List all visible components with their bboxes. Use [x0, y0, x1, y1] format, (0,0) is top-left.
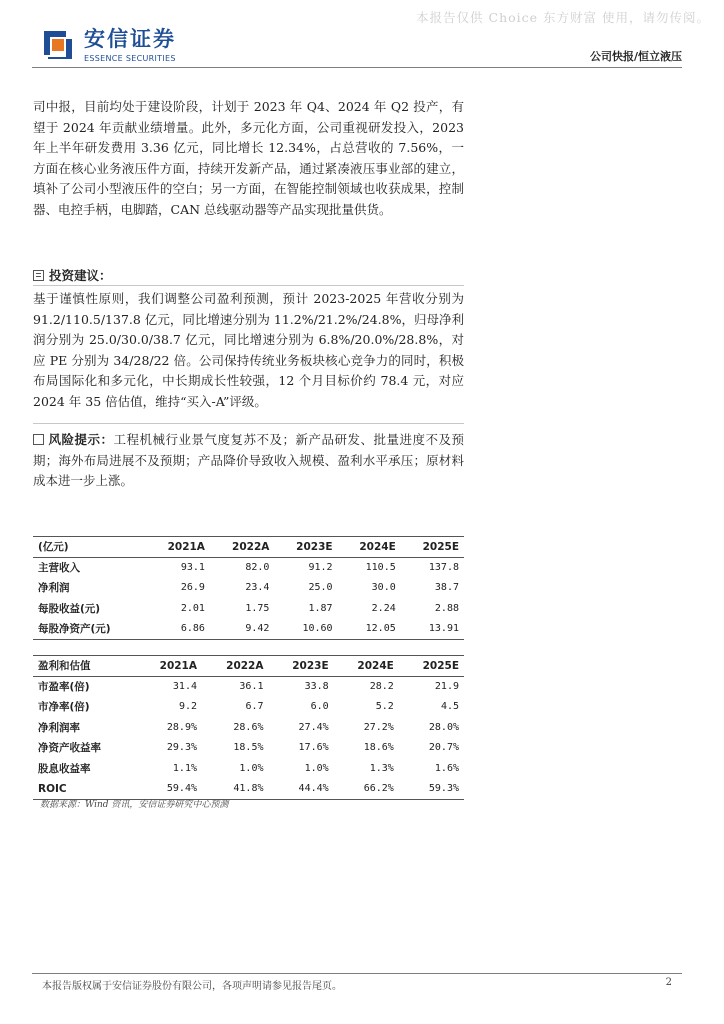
invest-title-text: 投资建议：	[49, 268, 112, 283]
table-cell: 91.2	[308, 562, 333, 573]
table-cell: 93.1	[180, 562, 205, 573]
body-paragraph-intro: 司中报，目前均处于建设阶段，计划于 2023 年 Q4、2024 年 Q2 投产，有望于 2024 年贡献业绩增量。此外，多元化方面，公司重视研发投入，2023 年上半年研发费用 3.36 亿元，同比增长 12.34%，占总营收的 7.56%，一方面在核心业务液压件方面，持续开发新产品，通过紧凑液压事业部的建立，填补了公司小型液压件的空白；另一方面，在智能控制领域也收获成果，控制器、电控手柄，电脚踏，CAN 总线驱动器等产品实现批量供货。	[33, 99, 464, 217]
footer-divider	[32, 973, 682, 974]
table-cell: 1.0%	[304, 762, 329, 774]
report-type-label: 公司快报/恒立液压	[589, 50, 682, 63]
column-header: 2021A	[145, 537, 209, 558]
table-cell: 41.8%	[233, 783, 264, 794]
table-row	[33, 697, 464, 718]
header-divider	[32, 67, 682, 68]
table-cell: 1.3%	[369, 762, 394, 774]
footer-disclaimer: 本报告版权属于安信证券股份有限公司，各项声明请参见报告尾页。	[42, 981, 342, 992]
table-cell: 12.05	[365, 623, 396, 634]
table-row	[33, 676, 464, 697]
table-cell: 6.0	[310, 701, 329, 713]
logo-chinese-name: 安信证券	[84, 27, 176, 51]
table-cell: 28.9%	[166, 721, 197, 733]
column-header: 2025E	[399, 656, 464, 677]
table-cell: 9.2	[178, 701, 197, 713]
row-label: ROIC	[38, 782, 67, 795]
table-cell: 5.2	[375, 701, 394, 713]
column-header: 2022A	[202, 656, 269, 677]
row-label: 每股净资产(元)	[38, 623, 111, 635]
table-cell: 20.7%	[428, 742, 459, 754]
logo-mark-icon	[40, 27, 76, 63]
table-cell: 1.87	[308, 602, 333, 614]
table-cell: 17.6%	[298, 742, 329, 754]
table-cell: 29.3%	[166, 742, 197, 754]
row-label: 净利润	[38, 582, 70, 595]
table-header-row	[33, 656, 464, 677]
column-header: (亿元)	[33, 537, 145, 558]
table-cell: 33.8	[304, 681, 329, 692]
table-cell: 31.4	[172, 681, 197, 692]
column-header: 盈利和估值	[33, 656, 136, 677]
table-row	[33, 779, 464, 800]
column-header: 2023E	[274, 537, 337, 558]
table-cell: 1.0%	[239, 762, 264, 774]
risk-paragraph	[33, 430, 464, 492]
table-cell: 2.01	[180, 602, 205, 614]
table-cell: 110.5	[365, 562, 396, 573]
table-cell: 27.2%	[363, 721, 394, 733]
table-cell: 28.2	[369, 681, 394, 692]
row-label: 市净率(倍)	[38, 701, 90, 714]
table-row	[33, 619, 464, 640]
table-cell: 18.5%	[233, 742, 264, 754]
table-cell: 9.42	[245, 623, 270, 634]
table-cell: 36.1	[239, 681, 264, 692]
table-cell: 59.3%	[428, 783, 459, 794]
table-cell: 1.1%	[172, 762, 197, 774]
table-cell: 30.0	[371, 582, 396, 594]
table-row	[33, 717, 464, 738]
company-logo	[40, 27, 176, 63]
row-label: 股息收益率	[38, 762, 91, 775]
row-label: 主营收入	[38, 562, 80, 574]
table-cell: 10.60	[302, 623, 333, 634]
table-cell: 25.0	[308, 582, 333, 594]
table-cell: 66.2%	[363, 783, 394, 794]
table-row	[33, 758, 464, 779]
logo-english-name: ESSENCE SECURITIES	[84, 54, 176, 63]
table-cell: 2.88	[434, 602, 459, 614]
table-header-row	[33, 537, 464, 558]
table-cell: 6.7	[245, 701, 264, 713]
table-cell: 6.86	[180, 623, 205, 634]
table-cell: 26.9	[180, 582, 205, 594]
row-label: 市盈率(倍)	[38, 681, 90, 693]
table-cell: 59.4%	[166, 783, 197, 794]
table-cell: 23.4	[245, 582, 270, 594]
table-cell: 1.75	[245, 602, 270, 614]
list-icon	[33, 434, 44, 445]
column-header: 2023E	[269, 656, 334, 677]
row-label: 净利润率	[38, 721, 80, 734]
table-row	[33, 557, 464, 578]
invest-section-title	[33, 266, 112, 284]
table-cell: 44.4%	[298, 783, 329, 794]
table-cell: 82.0	[245, 562, 270, 573]
table-cell: 18.6%	[363, 742, 394, 754]
page-number: 2	[665, 977, 672, 988]
table-cell: 38.7	[434, 582, 459, 594]
invest-paragraph: 基于谨慎性原则，我们调整公司盈利预测，预计 2023-2025 年营收分别为 91.2/110.5/137.8 亿元，同比增速分别为 11.2%/21.2%/24.8%，归母净利润分别为 25.0/30.0/38.7 亿元，同比增速分别为 6.8%/20.0%/28.8%，对应 PE 分别为 34/28/22 倍。公司保持传统业务板块核心竞争力的同时，积极布局国际化和多元化，中长期成长性较强，12 个月目标价约 78.4 元，对应 2024 年 35 倍估值，维持“买入-A”评级。	[33, 291, 464, 409]
table-cell: 27.4%	[298, 721, 329, 733]
risk-text: 工程机械行业景气度复苏不及；新产品研发、批量进度不及预期；海外布局进展不及预期；产品降价导致收入规模、盈利水平承压；原材料成本进一步上涨。	[33, 432, 464, 489]
column-header: 2021A	[136, 656, 203, 677]
table-cell: 13.91	[428, 623, 459, 634]
table-cell: 28.0%	[428, 721, 459, 733]
list-icon	[33, 270, 44, 281]
table-cell: 1.6%	[434, 762, 459, 774]
risk-label: 风险提示：	[48, 432, 114, 447]
watermark: 本报告仅供 Choice 东方财富 使用，请勿传阅。	[416, 10, 710, 25]
column-header: 2024E	[338, 537, 401, 558]
row-label: 净资产收益率	[38, 742, 101, 755]
data-source-note: 数据来源：Wind 资讯，安信证券研究中心预测	[40, 800, 229, 810]
column-header: 2024E	[334, 656, 399, 677]
table-row	[33, 578, 464, 599]
section-divider	[33, 423, 464, 424]
table-row	[33, 598, 464, 619]
table-row	[33, 738, 464, 759]
table-cell: 21.9	[434, 681, 459, 692]
section-divider	[33, 285, 464, 286]
row-label: 每股收益(元)	[38, 602, 101, 615]
table-cell: 28.6%	[233, 721, 264, 733]
table-cell: 4.5	[440, 701, 459, 713]
column-header: 2025E	[401, 537, 464, 558]
valuation-table	[33, 655, 464, 800]
table-cell: 137.8	[428, 562, 459, 573]
column-header: 2022A	[210, 537, 274, 558]
table-cell: 2.24	[371, 602, 396, 614]
financial-summary-table	[33, 536, 464, 640]
